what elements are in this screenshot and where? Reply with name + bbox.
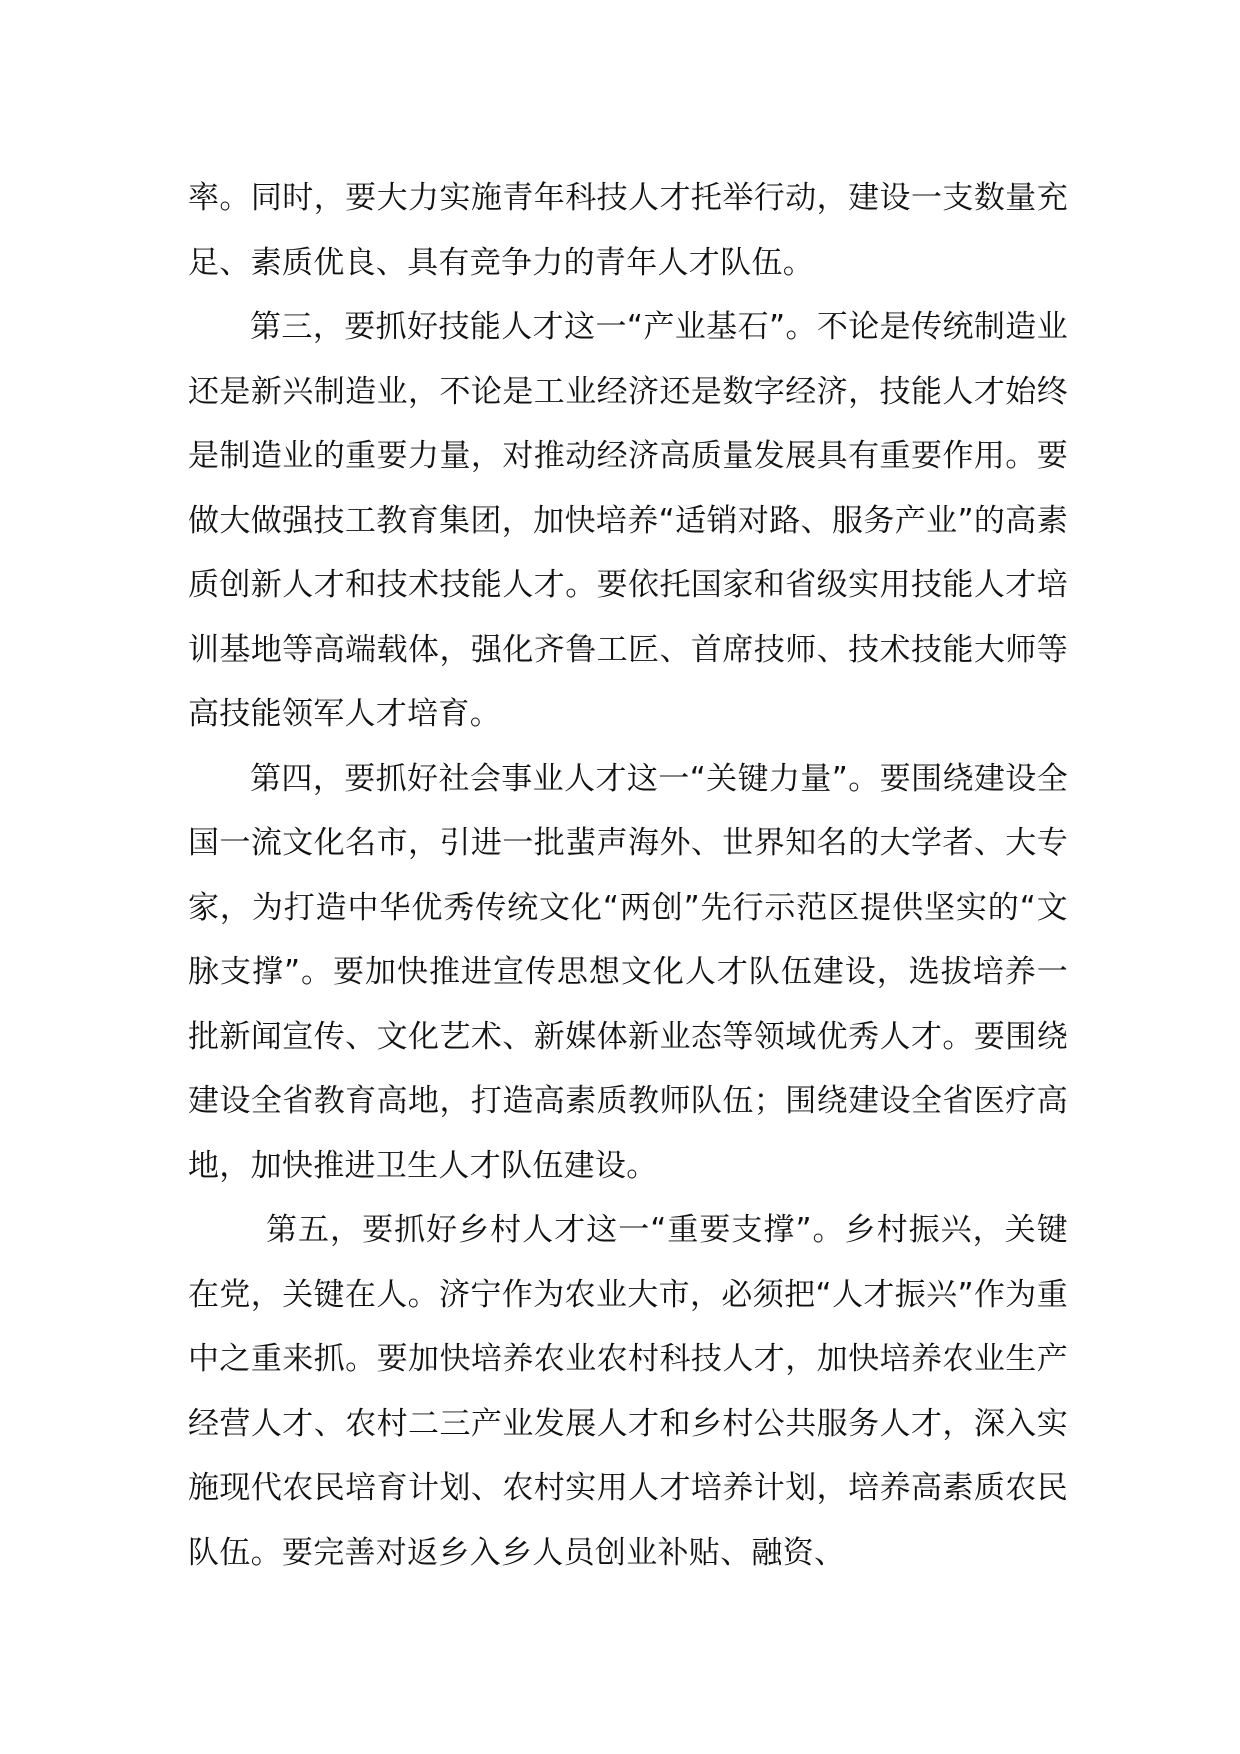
paragraph-skilled-talent: 第三，要抓好技能人才这一“产业基石”。不论是传统制造业还是新兴制造业，不论是工业经济还是数字经济，技能人才始终是制造业的重要力量，对推动经济高质量发展具有重要作用。要做大做强技工教育集团，加快培养“适销对路、服务产业”的高素质创新人才和技术技能人才。要依托国家和省级实用技能人才培训基地等高端载体，强化齐鲁工匠、首席技师、技术技能大师等高技能领军人才培育。 [188,309,1068,732]
paragraph-social-talent: 第四，要抓好社会事业人才这一“关键力量”。要围绕建设全国一流文化名市，引进一批蜚声海外、世界知名的大学者、大专家，为打造中华优秀传统文化“两创”先行示范区提供坚实的“文脉支撑”。要加快推进宣传思想文化人才队伍建设，选拔培养一批新闻宣传、文化艺术、新媒体新业态等领域优秀人才。要围绕建设全省教育高地，打造高素质教师队伍；围绕建设全省医疗高地，加快推进卫生人才队伍建设。 [188,760,1068,1184]
document-body [188,166,1068,1585]
paragraph-rural-talent: 第五，要抓好乡村人才这一“重要支撑”。乡村振兴，关键在党，关键在人。济宁作为农业大市，必须把“人才振兴”作为重中之重来抓。要加快培养农业农村科技人才，加快培养农业生产经营人才、农村二三产业发展人才和乡村公共服务人才，深入实施现代农民培育计划、农村实用人才培养计划，培养高素质农民队伍。要完善对返乡入乡人员创业补贴、融资、 [188,1212,1068,1571]
paragraph-continuation: 率。同时，要大力实施青年科技人才托举行动，建设一支数量充足、素质优良、具有竞争力的青年人才队伍。 [188,180,1068,281]
